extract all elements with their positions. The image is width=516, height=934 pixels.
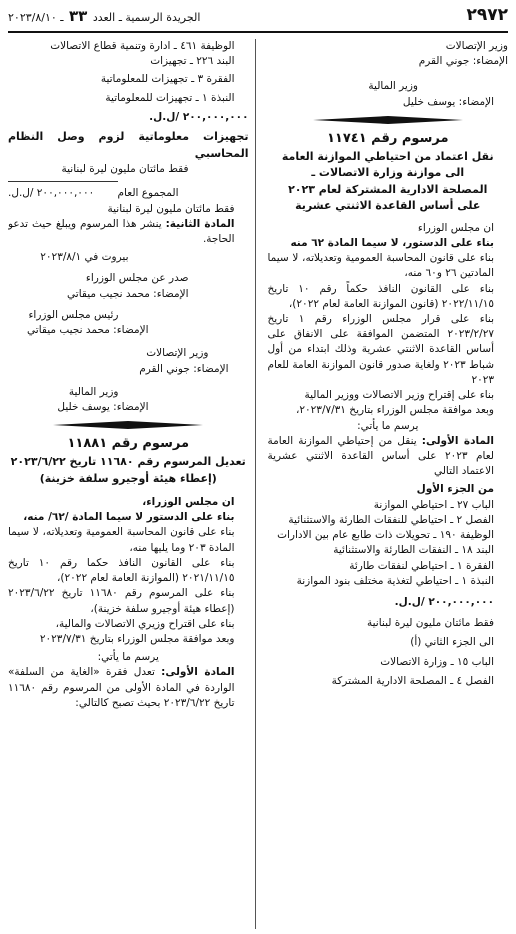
decree-subject-line: الى موازنة وزارة الاتصالات ـ <box>311 166 465 180</box>
budget-line: الفقرة ٣ ـ تجهيزات للمعلوماتية <box>100 73 235 86</box>
article-2-label: المادة الثانية: <box>165 217 235 230</box>
pm-title: رئيس مجلس الوزراء <box>28 308 119 321</box>
minister-finance: وزير المالية <box>68 385 119 398</box>
preamble-item: بناء على القانون النافذ حكماً رقم ١٠ تاريخ ٢٠٢٢/١١/١٥ (قانون الموازنة العامة لعام ٢٠٢٢)، <box>267 282 494 310</box>
ornament-divider <box>267 116 508 124</box>
decrees-heading: يرسم ما يأتي: <box>97 651 159 664</box>
left-column <box>8 39 251 929</box>
preamble-item: بناء على قرار مجلس الوزراء رقم ١ تاريخ ٢٠٢٣/٢/٢٧ المتضمن الموافقة على الانفاق على أساس القاعدة الاثنتي عشرية وذلك ابتداء من أول شباط ٢٠٢٣ ولغاية صدور قانون الموازنة العامة للعام ٢٠٢٣ <box>267 313 494 386</box>
running-title: الجريدة الرسمية ـ العدد <box>92 11 201 25</box>
pm-signature: الإمضاء: محمد نجيب ميقاتي <box>67 287 189 300</box>
budget-line: الفقرة ١ ـ احتياطي لنفقات طارئة <box>349 559 494 572</box>
amount-words: فقط مائتان مليون ليرة لبنانية <box>61 163 189 176</box>
total-label: المجموع العام <box>117 187 179 200</box>
decrees-heading: يرسم ما يأتي: <box>357 419 419 432</box>
decree-title: مرسوم رقم ١١٧٤١ <box>326 130 449 146</box>
preamble-item: بناء على قانون المحاسبة العمومية وتعديلاته، لا سيما المادة ٢٠٣ وما يليها منه، <box>7 526 235 554</box>
budget-line: الوظيفة ١٩٠ ـ تحويلات ذات طابع عام بين الادارات <box>277 529 494 542</box>
article-2 <box>8 217 249 247</box>
preamble-item: بناء على القانون النافذ حكما رقم ١٠ تاريخ ٢٠٢١/١١/١٥ (الموازنة العامة لعام ٢٠٢٢)، <box>7 556 235 585</box>
decree-subject <box>267 149 508 215</box>
decree-subject-line: المصلحة الادارية المشتركة لعام ٢٠٢٣ <box>288 182 488 196</box>
preamble-item: بناء على المرسوم رقم ١١٦٨٠ تاريخ ٢٠٢٣/٦/٢٢ (إعطاء هيئة أوجيرو سلفة خزينة)، <box>7 587 235 615</box>
preamble-item: بناء على إقتراح وزير الاتصالات ووزير المالية <box>304 389 494 402</box>
budget-line: الفصل ٢ ـ احتياطي للنفقات الطارئة والاستثنائية <box>288 513 494 526</box>
budget-line: النبذة ١ ـ احتياطي لتغذية مختلف بنود الموازنة <box>296 574 494 587</box>
minister-finance-signature: الإمضاء: يوسف خليل <box>57 400 149 413</box>
issue-number: ٣٣ <box>69 7 88 26</box>
decree-subject-line: تعديل المرسوم رقم ١١٦٨٠ تاريخ ٢٠٢٣/٦/٢٢ <box>10 455 246 468</box>
total-line <box>8 186 249 201</box>
decree-subject-line: على أساس القاعدة الاثنتي عشرية <box>295 199 481 213</box>
article-2-text: ينشر هذا المرسوم ويبلغ حيث تدعو الحاجة. <box>7 217 235 245</box>
to-part-heading: الى الجزء الثاني (أ) <box>410 636 494 649</box>
total-words: فقط مائتان مليون ليرة لبنانية <box>107 202 235 215</box>
article-1-label: المادة الأولى: <box>161 666 235 679</box>
total-amount: ٢٠٠,٠٠٠,٠٠٠ /ل.ل. <box>7 187 95 200</box>
preamble-item: وبعد موافقة مجلس الوزراء بتاريخ ٢٠٢٣/٧/٣١ <box>39 632 235 645</box>
intro: ان مجلس الوزراء <box>417 221 494 234</box>
budget-line: البند ٢٢٦ ـ تجهيزات <box>150 55 235 68</box>
place-date: بيروت في ٢٠٢٣/٨/١ <box>40 251 129 264</box>
column-divider <box>255 39 256 929</box>
article-1-text: ينقل من إحتياطي الموازنة العامة لعام ٢٠٢٣ على أساس القاعدة الاثنتي عشرية الاعتماد التالي <box>267 434 494 478</box>
columns <box>8 39 508 929</box>
article-1-label: المادة الأولى: <box>421 434 494 447</box>
article-1 <box>8 665 249 711</box>
budget-line: النبذة ١ ـ تجهيزات للمعلوماتية <box>105 91 235 104</box>
running-header <box>8 6 200 28</box>
budget-line: الباب ١٥ ـ وزارة الاتصالات <box>380 655 494 668</box>
budget-line: الوظيفة ٤٦١ ـ ادارة وتنمية قطاع الاتصالات <box>50 40 235 52</box>
preamble-item: بناء على اقتراح وزيري الاتصالات والمالية، <box>55 617 235 630</box>
article-1 <box>267 434 508 480</box>
amount-words: فقط مائتان مليون ليرة لبنانية <box>367 617 494 630</box>
page-number: ٢٩٧٢ <box>466 5 508 26</box>
page-header <box>8 6 508 33</box>
decree-subject-line: نقل اعتماد من احتياطي الموازنة العامة <box>281 149 494 163</box>
budget-line: الفصل ٤ ـ المصلحة الادارية المشتركة <box>331 674 494 687</box>
part-heading: من الجزء الأول <box>416 483 494 496</box>
preamble-item: بناء على الدستور، لا سيما المادة ٦٢ منه <box>290 236 494 249</box>
preamble-item: وبعد موافقة مجلس الوزراء بتاريخ ٢٠٢٣/٧/٣١، <box>296 404 494 417</box>
sig-minister-telecom-name: الإمضاء: جوني القرم <box>418 55 508 68</box>
item-heading: تجهيزات معلوماتية لزوم وصل النظام المحاسبي <box>7 130 249 160</box>
preamble-item: بناء على قانون المحاسبة العمومية وتعديلاته، لا سيما المادتين ٢٦ و٦٠ منه، <box>267 252 494 280</box>
issued-by: صدر عن مجلس الوزراء <box>85 272 189 285</box>
decree-subject-line: (إعطاء هيئة أوجيرو سلفة خزينة) <box>39 471 217 485</box>
sig-minister-telecom: وزير الإتصالات <box>445 40 508 52</box>
minister-telecom-signature: الإمضاء: جوني القرم <box>139 362 229 375</box>
amount: ٢٠٠,٠٠٠,٠٠٠ /ل.ل. <box>149 110 249 123</box>
ornament-divider <box>8 421 249 429</box>
running-date: ـ ٢٠٢٣/٨/١٠ <box>8 11 64 25</box>
decree-subject <box>8 454 249 487</box>
sig-minister-finance: وزير المالية <box>368 80 418 93</box>
pm-signature: الإمضاء: محمد نجيب ميقاتي <box>27 324 149 337</box>
budget-line: الباب ٢٧ ـ احتياطي الموازنة <box>373 498 494 511</box>
budget-line: البند ١٨ ـ النفقات الطارئة والاستثنائية <box>333 544 494 557</box>
decree-title: مرسوم رقم ١١٨٨١ <box>67 436 189 452</box>
sig-minister-finance-name: الإمضاء: يوسف خليل <box>402 95 494 108</box>
intro: ان مجلس الوزراء، <box>142 496 235 508</box>
minister-telecom: وزير الإتصالات <box>146 347 209 360</box>
total-rule <box>8 181 118 182</box>
article-1-text: تعدل فقرة «الغاية من السلفة» الواردة في المادة الأولى من المرسوم رقم ١١٦٨٠ تاريخ ٢٠٢٣/٦/٢٢ بحيث تصبح كالتالي: <box>7 666 235 709</box>
amount: ٢٠٠,٠٠٠,٠٠٠ /ل.ل. <box>394 595 494 608</box>
right-column <box>259 39 508 929</box>
preamble-item: بناء على الدستور لا سيما المادة /٦٢/ منه، <box>23 511 235 524</box>
